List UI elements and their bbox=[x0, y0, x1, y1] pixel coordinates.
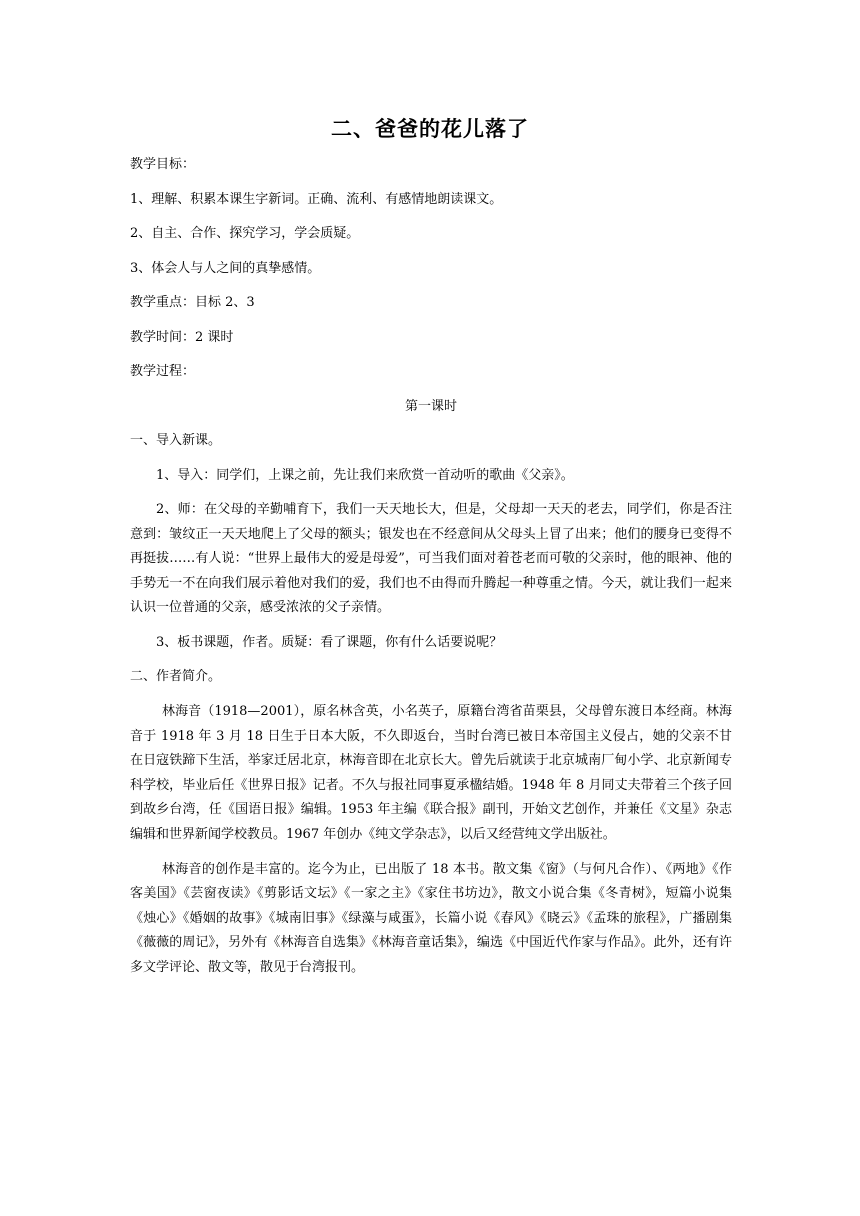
teaching-goals-heading: 教学目标： bbox=[130, 157, 196, 172]
intro-step-3: 3、板书课题，作者。质疑：看了课题，你有什么话要说呢？ bbox=[156, 634, 503, 650]
teaching-time: 教学时间：2 课时 bbox=[130, 329, 234, 345]
teaching-goal-3: 3、体会人与人之间的真挚感情。 bbox=[130, 260, 321, 276]
teaching-process-heading: 教学过程： bbox=[130, 364, 196, 379]
intro-step-1: 1、导入：同学们，上课之前，先让我们来欣赏一首动听的歌曲《父亲》。 bbox=[156, 467, 574, 483]
teaching-goal-2: 2、自主、合作、探究学习，学会质疑。 bbox=[130, 226, 360, 241]
section-heading-author: 二、作者简介。 bbox=[130, 669, 222, 685]
teaching-goal-1: 1、理解、积累本课生字新词。正确、流利、有感情地朗读课文。 bbox=[130, 191, 503, 207]
author-bio-paragraph-1: 林海音（1918—2001），原名林含英，小名英子，原籍台湾省苗栗县，父母曾东渡日本经商。林海音于 1918 年 3 月 18 日生于日本大阪，不久即返台，当时台湾已被日本帝国主义侵占，她的父亲不甘在日寇铁蹄下生活，举家迁居北京，林海音即在北京长大。曾先后就读于北京城南厂甸小学、北京新闻专科学校，毕业后任《世界日报》记者。不久与报社同事夏承楹结婚。1948 年 8 月同丈夫带着三个孩子回到故乡台湾，任《国语日报》编辑。1953 年主编《联合报》副刊，开始文艺创作，并兼任《文星》杂志编辑和世界新闻学校教员。1967 年创办《纯文学杂志》，以后又经营纯文学出版社。 bbox=[130, 703, 732, 842]
document-body bbox=[130, 153, 732, 991]
author-bio-paragraph-2: 林海音的创作是丰富的。迄今为止，已出版了 18 本书。散文集《窗》（与何凡合作）、《两地》《作客美国》《芸窗夜读》《剪影话文坛》《一家之主》《家住书坊边》，散文小说合集《冬青树》，短篇小说集《烛心》《婚姻的故事》《城南旧事》《绿藻与咸蛋》，长篇小说《春风》《晓云》《孟珠的旅程》，广播剧集《薇薇的周记》，另外有《林海音自选集》《林海音童话集》，编选《中国近代作家与作品》。此外，还有许多文学评论、散文等，散见于台湾报刊。 bbox=[130, 861, 732, 975]
section-heading-intro: 一、导入新课。 bbox=[130, 433, 222, 448]
teaching-key-points: 教学重点：目标 2、3 bbox=[130, 295, 255, 310]
lesson-heading: 第一课时 bbox=[404, 398, 457, 414]
page-title: 二、爸爸的花儿落了 bbox=[331, 117, 529, 141]
intro-step-2: 2、师：在父母的辛勤哺育下，我们一天天地长大，但是，父母却一天天的老去，同学们，你是否注意到：皱纹正一天天地爬上了父母的额头；银发也在不经意间从父母头上冒了出来；他们的腰身已变得不再挺拔……有人说：“世界上最伟大的爱是母爱”，可当我们面对着苍老而可敬的父亲时，他的眼神、他的手势无一不在向我们展示着他对我们的爱，我们也不由得而升腾起一种尊重之情。今天，就让我们一起来认识一位普通的父亲，感受浓浓的父子亲情。 bbox=[130, 502, 732, 616]
